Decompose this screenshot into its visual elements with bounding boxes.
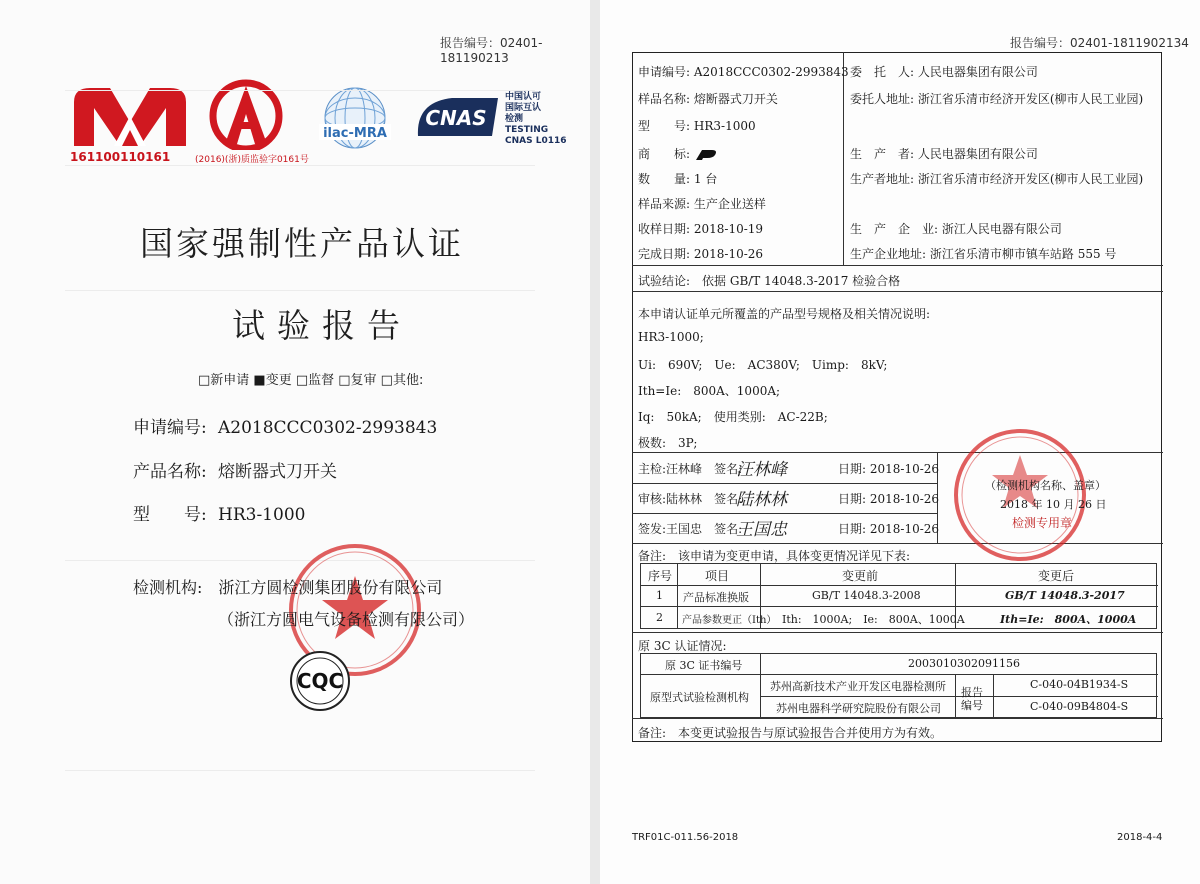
orig-cert: 2003010302091156 [908, 657, 1020, 670]
rule [632, 513, 937, 514]
rule [632, 632, 1163, 633]
receive-date: 收样日期: 2018-10-19 [638, 222, 764, 236]
signature: 陆林林 [736, 490, 787, 510]
testing-org: 检测机构: 浙江方圆检测集团股份有限公司 [133, 578, 443, 597]
change-header: 变更前 [842, 569, 879, 583]
divider [760, 653, 761, 718]
rule [632, 291, 1163, 292]
signer-row: 审核:陆林林 签名: [638, 492, 743, 506]
orig-test-label: 原型式试验检测机构 [650, 691, 749, 704]
divider [955, 674, 956, 718]
cnas-side-text: 中国认可 国际互认 检测 TESTING CNAS L0116 [505, 92, 567, 146]
brand-logo-icon [694, 148, 720, 162]
cnas-logo-icon [412, 92, 502, 142]
remark: 备注: 该申请为变更申请，具体变更情况详见下表: [638, 549, 911, 563]
cma-code: 161100110161 [70, 150, 171, 164]
original-3c: 原 3C 认证情况: [638, 639, 727, 653]
brand: 商 标: [638, 145, 720, 162]
quantity: 数 量: 1 台 [638, 172, 718, 186]
ilac-mra-logo-icon [315, 80, 395, 160]
rule [632, 483, 937, 484]
manufacturer-address: 生产者地址: 浙江省乐清市经济开发区(柳市人民工业园) [850, 172, 1144, 186]
client: 委 托 人: 人民电器集团有限公司 [850, 65, 1038, 79]
change-item: 产品参数更正（Ith） [682, 615, 777, 626]
orig-report-no: C-040-09B4804-S [1030, 700, 1129, 713]
change-before: GB/T 14048.3-2008 [812, 589, 921, 602]
orig-report-label: 报告编号 [961, 686, 983, 712]
rule [640, 606, 1158, 607]
rule [640, 585, 1158, 586]
scope-line: Ith=Ie: 800A、1000A; [638, 384, 781, 398]
sample-name: 样品名称: 熔断器式刀开关 [638, 92, 778, 106]
change-no: 2 [656, 611, 663, 624]
orig-lab: 苏州高新技术产业开发区电器检测所 [770, 680, 946, 693]
form-date: 2018-4-4 [1117, 832, 1163, 843]
bleed-line [65, 90, 535, 91]
change-header: 变更后 [1038, 569, 1075, 583]
cma-logo-icon [70, 82, 190, 150]
signature: 王国忠 [736, 520, 787, 540]
divider [677, 563, 678, 629]
rule [640, 674, 1158, 675]
red-seal-right-icon [950, 425, 1090, 565]
seal-date: 2018 年 10 月 26 日 [1000, 498, 1107, 511]
cover-subtitle: 试验报告 [232, 306, 412, 345]
cover-page [0, 0, 590, 884]
cover-field-app-no: 申请编号: A2018CCC0302-2993843 [133, 418, 438, 438]
bleed-line [65, 290, 535, 291]
change-no: 1 [656, 589, 663, 602]
rule [760, 696, 1158, 697]
bleed-line [65, 770, 535, 771]
signer-date: 日期: 2018-10-26 [838, 462, 940, 476]
factory: 生 产 企 业: 浙江人民电器有限公司 [850, 222, 1062, 236]
test-conclusion: 试验结论: 依据 GB/T 14048.3-2017 检验合格 [638, 274, 901, 288]
divider [843, 52, 844, 265]
cqc-logo-icon [270, 650, 370, 712]
signer-row: 签发:王国忠 签名: [638, 522, 743, 536]
scope-title: 本申请认证单元所覆盖的产品型号规格及相关情况说明: [638, 307, 931, 321]
app-no: 申请编号: A2018CCC0302-2993843 [638, 65, 849, 79]
page-gutter [590, 0, 600, 884]
cqc-label: CQC [296, 669, 344, 693]
complete-date: 完成日期: 2018-10-26 [638, 247, 764, 261]
application-type-checkboxes: □新申请 ■变更 □监督 □复审 □其他: [198, 373, 424, 388]
cal-logo-icon [205, 78, 287, 150]
scope-line: Iq: 50kA; 使用类别: AC-22B; [638, 410, 828, 424]
manufacturer: 生 产 者: 人民电器集团有限公司 [850, 147, 1038, 161]
sample-source: 样品来源: 生产企业送样 [638, 197, 766, 211]
testing-org-sub: （浙江方圆电气设备检测有限公司） [218, 610, 475, 629]
change-header: 项目 [705, 569, 730, 583]
report-number-right: 报告编号：02401-1811902134 [1010, 36, 1189, 50]
scope-line: HR3-1000; [638, 330, 704, 344]
cover-title: 国家强制性产品认证 [140, 224, 464, 263]
change-after: GB/T 14048.3-2017 [1005, 589, 1125, 602]
scope-line: Ui: 690V; Ue: AC380V; Uimp: 8kV; [638, 358, 888, 372]
seal-note: （检测机构名称、盖章） [985, 479, 1106, 492]
client-address: 委托人地址: 浙江省乐清市经济开发区(柳市人民工业园) [850, 92, 1144, 106]
scope-line: 极数: 3P; [638, 436, 698, 450]
form-code: TRF01C-011.56-2018 [632, 832, 739, 843]
signer-row: 主检:汪林峰 签名: [638, 462, 743, 476]
model: 型 号: HR3-1000 [638, 119, 756, 133]
divider [993, 674, 994, 718]
cal-code: (2016)(浙)质监验字0161号 [195, 155, 309, 165]
orig-cert-label: 原 3C 证书编号 [665, 659, 743, 672]
signature: 汪林峰 [736, 460, 787, 480]
change-item: 产品标准换版 [683, 591, 749, 604]
note2: 备注: 本变更试验报告与原试验报告合并使用方为有效。 [638, 726, 943, 740]
bleed-line [65, 165, 535, 166]
change-header: 序号 [648, 569, 673, 583]
cover-field-product-name: 产品名称: 熔断器式刀开关 [133, 462, 337, 482]
signer-date: 日期: 2018-10-26 [838, 492, 940, 506]
cover-field-model: 型 号: HR3-1000 [133, 505, 306, 525]
change-after: Ith=Ie: 800A、1000A [1000, 613, 1137, 626]
rule [632, 265, 1163, 266]
seal-text: 检测专用章 [1012, 516, 1073, 530]
orig-lab: 苏州电器科学研究院股份有限公司 [776, 702, 941, 715]
signer-date: 日期: 2018-10-26 [838, 522, 940, 536]
ilac-label: ilac-MRA [323, 126, 387, 141]
factory-address: 生产企业地址: 浙江省乐清市柳市镇车站路 555 号 [850, 247, 1117, 261]
orig-report-no: C-040-04B1934-S [1030, 678, 1129, 691]
report-number-left: 报告编号：02401-181190213 [440, 36, 543, 65]
change-before: Ith: 1000A; Ie: 800A、1000A [782, 613, 965, 626]
cnas-label: CNAS [425, 106, 487, 130]
rule [632, 718, 1163, 719]
